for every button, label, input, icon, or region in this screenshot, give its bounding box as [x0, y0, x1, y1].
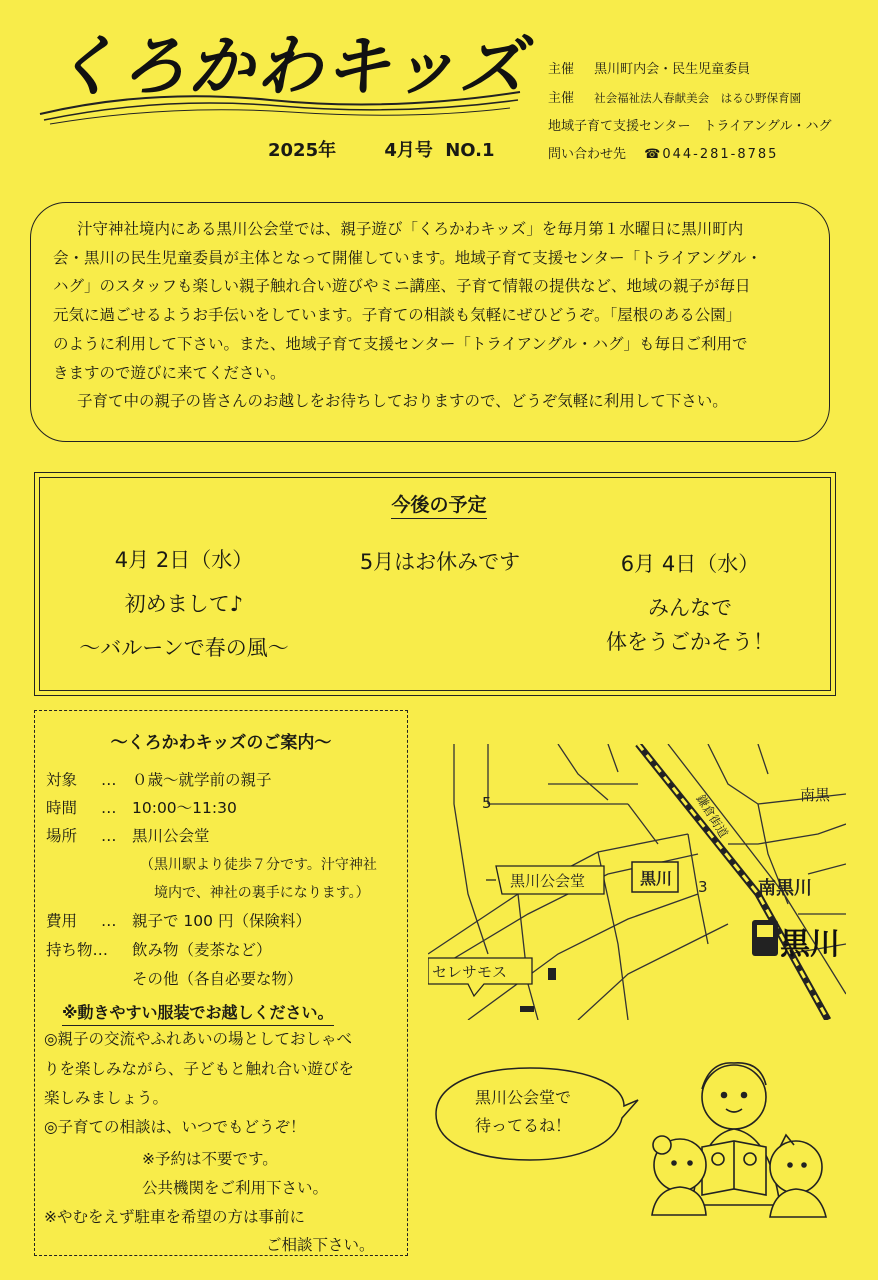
info-dots: …	[101, 799, 117, 817]
phone-number: ☎044-281-8785	[644, 147, 779, 162]
event-title: みんなで	[648, 596, 732, 620]
organizer-line	[548, 113, 832, 141]
info-value: ０歳～就学前の親子	[132, 771, 272, 789]
organizer-text: 社会福祉法人春献美会 はるひ野保育園	[594, 91, 802, 105]
event-date: 6月 4日（水）	[620, 552, 760, 576]
event-note: 5月はお休みです	[359, 550, 521, 574]
info-bring-extra: その他（各自必要な物）	[132, 970, 303, 988]
info-value: 10:00～11:30	[132, 799, 237, 817]
info-value: 飲み物（麦茶など）	[132, 941, 272, 959]
transport-note: 公共機関をご利用下さい。	[142, 1179, 329, 1197]
reservation-note: ※予約は不要です。	[142, 1150, 278, 1168]
info-value: 親子で 100 円（保険料）	[132, 912, 311, 930]
newsletter-title: くろかわキッズ	[52, 28, 527, 105]
info-dots: …	[101, 912, 117, 930]
organizer-label: 主催	[548, 91, 575, 106]
map-station-box-label: 黒川	[640, 869, 673, 888]
map-kurokawa-station: 黒川	[780, 927, 840, 962]
issue-month: 4月号	[384, 140, 433, 161]
clothing-notice: ※動きやすい服装でお越しください。	[62, 1000, 334, 1026]
info-paragraph-line: りを楽しみながら、子どもと触れ合い遊びを	[44, 1060, 355, 1078]
intro-line: 会・黒川の民生児童委員が主体となって開催しています。地域子育て支援センター「トライアングル・	[53, 248, 762, 267]
bubble-line: 待ってるね！	[474, 1116, 571, 1135]
intro-line: ハグ」のスタッフも楽しい親子触れ合い遊びやミニ講座、子育て情報の提供など、地域の親子が毎日	[53, 277, 751, 296]
intro-line: 元気に過ごせるようお手伝いをしています。子育ての相談も気軽にぜひどうぞ。「屋根のある公園」	[53, 306, 742, 325]
event-subtitle: 体をうごかそう！	[606, 630, 774, 654]
intro-line: きますので遊びに来てください。	[53, 363, 286, 382]
intro-box	[30, 202, 830, 442]
map-minami-label: 南黒川	[758, 878, 812, 899]
organizer-block	[548, 56, 832, 169]
info-bring-row	[46, 943, 272, 959]
contact-label: 問い合わせ先	[548, 147, 627, 162]
info-label: 持ち物…	[46, 941, 109, 959]
info-title: ～くろかわキッズのご案内～	[110, 733, 332, 753]
bubble-text	[462, 1084, 584, 1140]
parking-note: ご相談下さい。	[266, 1236, 375, 1254]
intro-line: 汁守神社境内にある黒川公会堂では、親子遊び「くろかわキッズ」を毎月第１水曜日に黒川町内	[77, 220, 744, 238]
train-icon-window	[757, 925, 773, 937]
organizer-text: 地域子育て支援センター トライアングル・ハグ	[548, 119, 832, 134]
map-marker	[520, 1006, 534, 1012]
access-map	[428, 744, 846, 1020]
info-place-row	[46, 829, 210, 845]
info-paragraph-line: 楽しみましょう。	[44, 1089, 169, 1107]
schedule-title	[0, 490, 878, 517]
event-title: 初めまして♪	[124, 592, 244, 616]
info-value: 黒川公会堂	[132, 827, 210, 845]
map-seresa-label: セレサモス	[432, 963, 508, 981]
map-district-5: 5	[482, 794, 492, 812]
info-target-row	[46, 773, 272, 789]
map-minami-top: 南黒	[800, 786, 831, 804]
info-time-row	[46, 801, 237, 817]
characters-reading-illustration	[640, 1055, 840, 1225]
map-road-name: 鎌倉街道	[693, 792, 731, 841]
info-dots: …	[101, 827, 117, 845]
organizer-line	[548, 84, 832, 113]
organizer-line	[548, 56, 832, 84]
info-label: 場所	[46, 827, 78, 845]
event-date: 4月 2日（水）	[114, 548, 254, 572]
info-dots: …	[101, 771, 117, 789]
schedule-title-text: 今後の予定	[391, 494, 486, 519]
info-label: 対象	[46, 771, 78, 789]
parking-note: ※やむをえず駐車を希望の方は事前に	[44, 1208, 305, 1226]
intro-line: のように利用して下さい。また、地域子育て支援センター「トライアングル・ハグ」も毎日ご利用で	[53, 334, 748, 353]
bubble-line: 黒川公会堂で	[474, 1088, 571, 1107]
map-marker	[548, 968, 556, 980]
issue-number: NO.1	[445, 140, 495, 161]
info-place-note: （黒川駅より徒歩７分です。汁守神社	[140, 857, 377, 873]
organizer-label: 主催	[548, 62, 575, 77]
map-hall-label: 黒川公会堂	[510, 872, 586, 890]
info-label: 時間	[46, 799, 78, 817]
organizer-text: 黒川町内会・民生児童委員	[594, 62, 751, 77]
info-fee-row	[46, 914, 311, 930]
consultation-line: ◎子育ての相談は、いつでもどうぞ！	[44, 1118, 306, 1136]
issue-info	[268, 136, 517, 162]
info-place-note: 境内で、神社の裏手になります。）	[154, 885, 370, 901]
intro-line: 子育て中の親子の皆さんのお越しをお待ちしておりますので、どうぞ気軽に利用して下さい。	[77, 392, 728, 411]
contact-line	[548, 141, 832, 169]
event-subtitle: ～バルーンで春の風～	[79, 636, 289, 660]
map-district-3: 3	[698, 878, 708, 896]
info-label: 費用	[46, 912, 78, 930]
info-paragraph-line: ◎親子の交流やふれあいの場としておしゃべ	[44, 1030, 353, 1048]
issue-year: 2025年	[268, 140, 337, 161]
